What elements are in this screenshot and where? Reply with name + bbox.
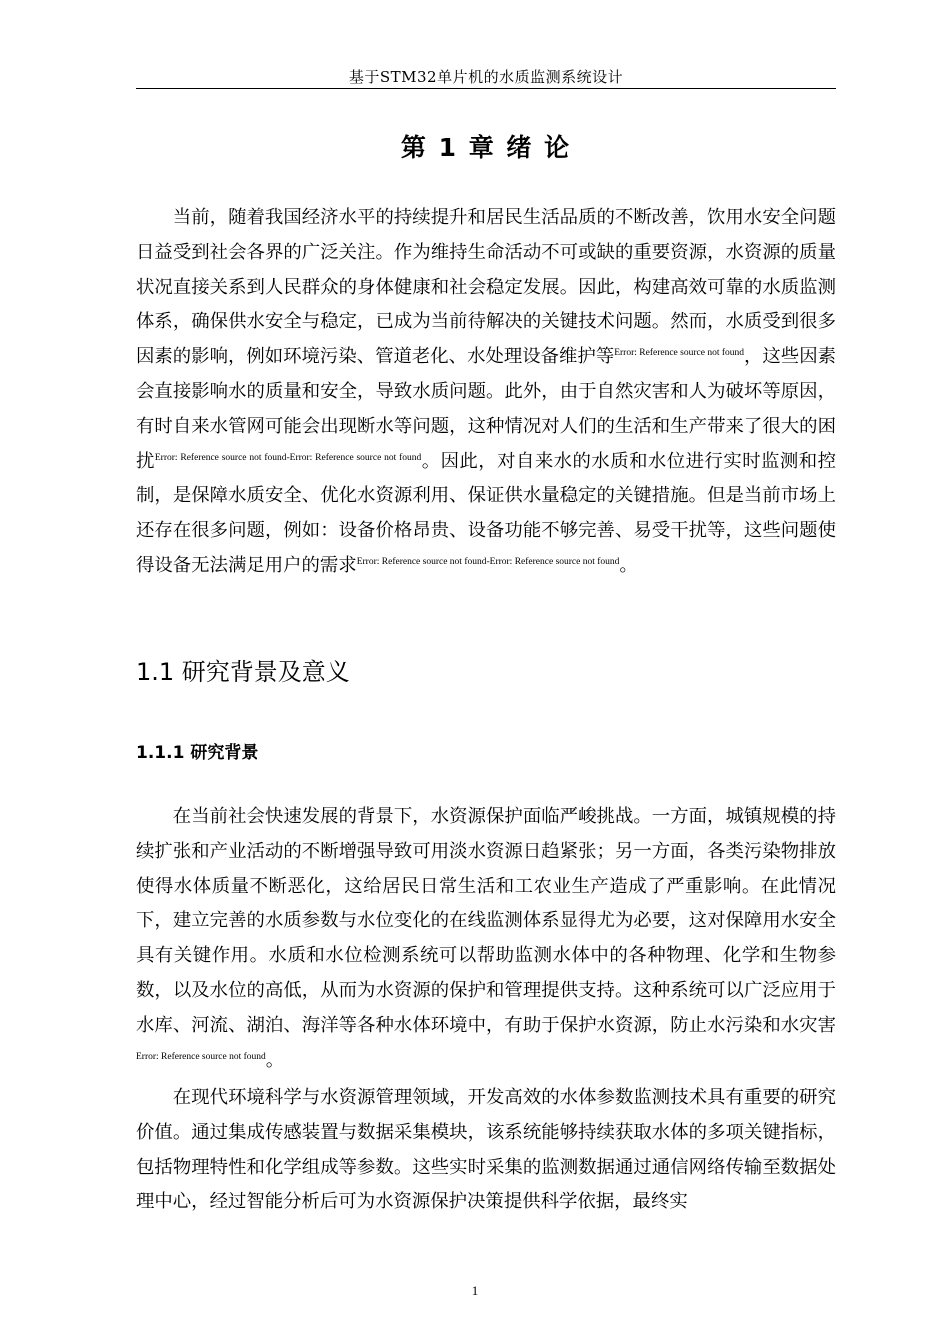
intro-text-2: ，这些因素会直接影响水的质量和安全，导致水质问题。此外，由于自然灾害和人为破坏等原因，有时自来水管网可能会出现断水等问题，这种情况对人们的生活和生产带来了很大的困扰 <box>136 346 836 472</box>
intro-text-3: 。因此，对自来水的水质和水位进行实时监测和控制，是保障水质安全、优化水资源利用、保证供水量稳定的关键措施。但是当前市场上还存在很多问题，例如：设备价格昂贵、设备功能不够完善、易受干扰等，这些问题使得设备无法满足用户的需求 <box>136 450 836 576</box>
reference-error-4: Error: Reference source not found <box>136 1051 266 1062</box>
background-text-2: 。 <box>265 1049 285 1071</box>
background-text-1: 在当前社会快速发展的背景下，水资源保护面临严峻挑战。一方面，城镇规模的持续扩张和产业活动的不断增强导致可用淡水资源日趋紧张；另一方面，各类污染物排放使得水体质量不断恶化，这给居民日常生活和工农业生产造成了严重影响。在此情况下，建立完善的水质参数与水位变化的在线监测体系显得尤为必要，这对保障用水安全具有关键作用。水质和水位检测系统可以帮助监测水体中的各种物理、化学和生物参数，以及水位的高低，从而为水资源的保护和管理提供支持。这种系统可以广泛应用于水库、河流、湖泊、海洋等各种水体环境中，有助于保护水资源，防止水污染和水灾害 <box>136 806 836 1036</box>
reference-error-3: Error: Reference source not found-Error: Reference source not found <box>356 556 620 567</box>
section-heading: 1.1 研究背景及意义 <box>136 658 350 686</box>
running-header: 基于STM32单片机的水质监测系统设计 <box>348 68 624 86</box>
intro-text-1: 当前，随着我国经济水平的持续提升和居民生活品质的不断改善，饮用水安全问题日益受到社会各界的广泛关注。作为维持生命活动不可或缺的重要资源，水资源的质量状况直接关系到人民群众的身体健康和社会稳定发展。因此，构建高效可靠的水质监测体系，确保供水安全与稳定，已成为当前待解决的关键技术问题。然而，水质受到很多因素的影响，例如环境污染、管道老化、水处理设备维护等 <box>136 207 836 368</box>
header-rule <box>136 88 836 89</box>
reference-error-2: Error: Reference source not found-Error: Reference source not found <box>154 452 422 463</box>
background-paragraph-1 <box>136 800 836 1078</box>
subsection-heading: 1.1.1 研究背景 <box>136 743 259 763</box>
page-number: 1 <box>471 1283 479 1298</box>
background-text-3: 在现代环境科学与水资源管理领域，开发高效的水体参数监测技术具有重要的研究价值。通过集成传感装置与数据采集模块，该系统能够持续获取水体的多项关键指标，包括物理特性和化学组成等参数。这些实时采集的监测数据通过通信网络传输至数据处理中心，经过智能分析后可为水资源保护决策提供科学依据，最终实 <box>136 1087 836 1213</box>
chapter-title: 第 1 章 绪 论 <box>400 133 572 162</box>
intro-text-4: 。 <box>619 554 638 576</box>
reference-error-1: Error: Reference source not found <box>614 348 745 359</box>
background-paragraph-2 <box>136 1081 836 1220</box>
intro-paragraph <box>136 201 836 584</box>
